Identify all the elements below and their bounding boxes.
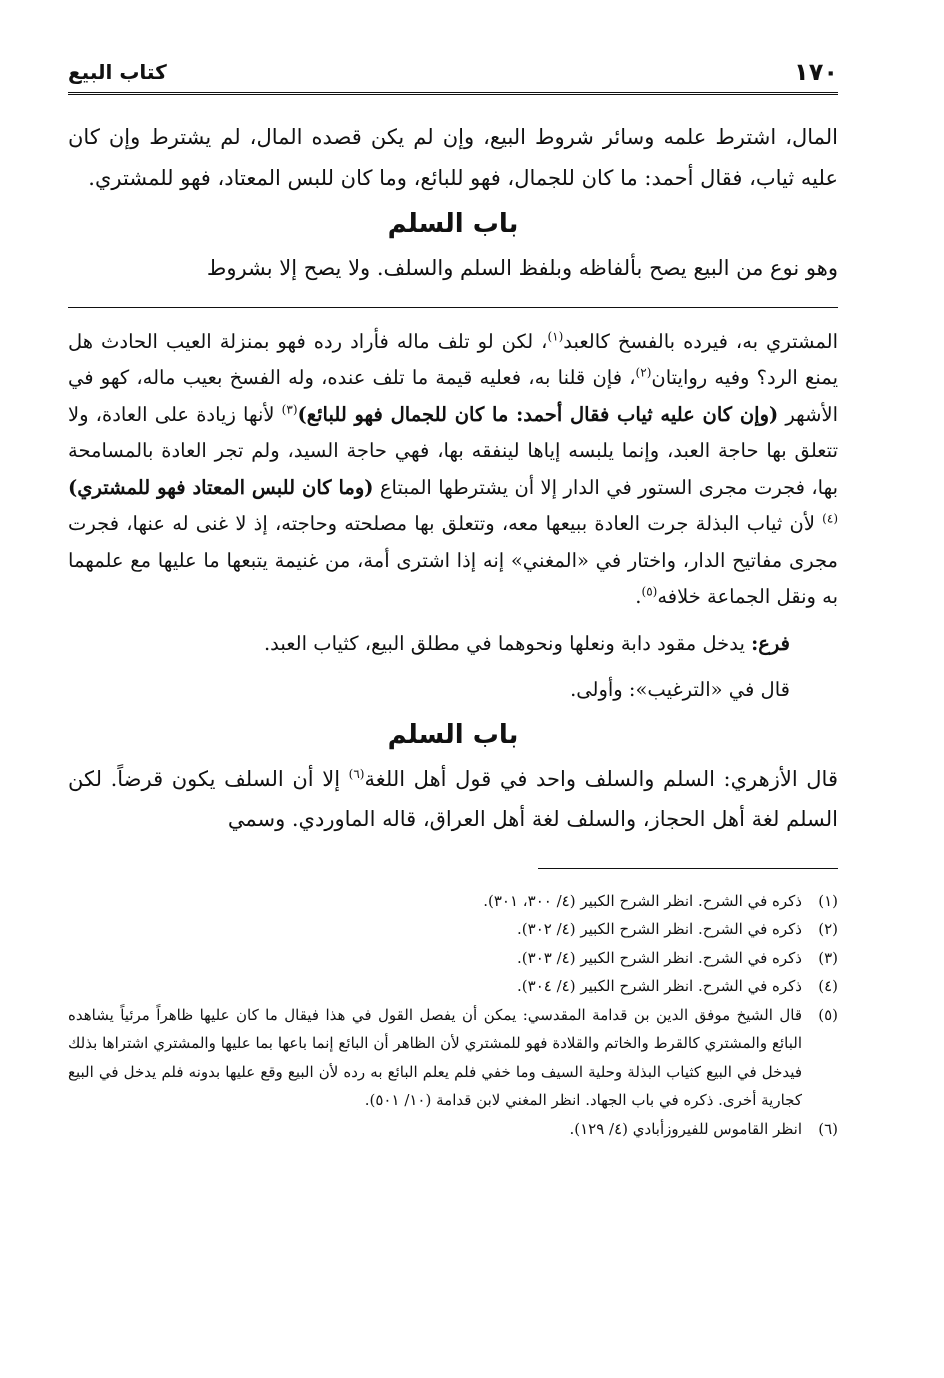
text-segment: المشتري به، فيرده بالفسخ كالعبد bbox=[563, 329, 838, 353]
footnote-text: ذكره في الشرح. انظر الشرح الكبير (٤/ ٣٠٢). bbox=[517, 920, 802, 938]
qal-paragraph: قال في «الترغيب»: وأولى. bbox=[570, 678, 790, 701]
page-header bbox=[68, 58, 838, 95]
footnote-number: (٢) bbox=[818, 920, 838, 938]
footnote-ref: (١) bbox=[547, 329, 564, 343]
text-segment: إلا أن السلف يكون قرضاً. لكن السلم لغة أهل الحجاز، والسلف لغة أهل العراق، قاله الماوردي. وسمي bbox=[68, 766, 838, 831]
footnote-number: (١) bbox=[818, 891, 838, 910]
book-title: كتاب البيع bbox=[68, 60, 167, 84]
footnote-item bbox=[68, 1115, 838, 1144]
far-label: فرع: bbox=[751, 631, 790, 655]
text-segment: ، فإن قلنا به، فعليه قيمة ما تلف عنده، وله الفسخ بعيب ماله، كهو في الأشهر bbox=[68, 366, 838, 426]
footnote-separator bbox=[538, 868, 838, 869]
footnote-ref: (٢) bbox=[635, 365, 652, 380]
main-text bbox=[68, 117, 838, 289]
footnote-ref: (٣) bbox=[281, 402, 298, 416]
footnotes bbox=[68, 887, 838, 1144]
section-heading-salam-2: باب السلم bbox=[387, 719, 519, 750]
footnote-number: (٦) bbox=[818, 1119, 838, 1138]
text-segment: ، لكن لو تلف ماله فأراد رده فهو بمنزلة العيب الحادث هل يمنع الرد؟ وفيه روايتان bbox=[68, 329, 838, 389]
intro-paragraph: المال، اشترط علمه وسائر شروط البيع، وإن لم يكن قصده المال، لم يشترط وإن كان عليه ثياب، فقال أحمد: ما كان للجمال، فهو للبائع، وما كان للبس المعتاد، فهو للمشتري. bbox=[68, 125, 838, 190]
footnote-item bbox=[68, 887, 838, 916]
footnote-ref: (٦) bbox=[348, 766, 365, 781]
text-segment: لأن ثياب البذلة جرت العادة ببيعها معه، وتتعلق بها مصلحته وحاجته، إذ لا غنى له عنها، فجرت مجرى مفاتيح الدار، واختار في «المغني» إنه إذا اشترى أمة، من غنيمة يتبعها ما عليها مع علمهما به ونقل الجماعة خلافه bbox=[68, 512, 838, 608]
footnote-text: ذكره في الشرح. انظر الشرح الكبير (٤/ ٣٠٣). bbox=[517, 948, 802, 967]
text-segment: قال الأزهري: السلم والسلف واحد في قول أهل اللغة bbox=[364, 766, 838, 791]
footnote-ref: (٥) bbox=[641, 584, 658, 599]
quoted-matn: (وإن كان عليه ثياب فقال أحمد: ما كان للجمال فهو للبائع) bbox=[297, 402, 779, 426]
section-heading-salam: باب السلم bbox=[387, 209, 519, 239]
salam-paragraph: وهو نوع من البيع يصح بألفاظه وبلفظ السلم والسلف. ولا يصح إلا بشروط bbox=[206, 256, 838, 280]
footnote-text: قال الشيخ موفق الدين بن قدامة المقدسي: يمكن أن يفصل القول في هذا فيقال ما كان عليها ظاهراً مرئياً يشاهده البائع والمشتري كالقرط والخاتم والقلادة فهو للمشتري لأن الظاهر أن البائع إنما باعها بما عليها والمشتري اشتراها بذلك فيدخل في البيع كثياب البذلة وحلية السيف وما خفي فلم يعلم البائع به رده لأن البيع وقع عليها بدونه فلم يدخل في البيع كجارية أخرى. ذكره في باب الجهاد. انظر المغني لابن قدامة (١٠/ ٥٠١). bbox=[68, 1005, 802, 1109]
footnote-item bbox=[68, 915, 838, 944]
footnote-ref: (٤) bbox=[822, 511, 838, 526]
far-text: يدخل مقود دابة ونعلها ونحوهما في مطلق البيع، كثياب العبد. bbox=[263, 631, 752, 655]
commentary-paragraph-2 bbox=[68, 759, 838, 840]
footnote-item bbox=[68, 944, 838, 973]
commentary bbox=[68, 324, 838, 840]
commentary-paragraph-1 bbox=[68, 324, 838, 616]
quoted-matn: (وما كان للبس المعتاد فهو للمشتري) bbox=[68, 475, 374, 499]
text-segment: . bbox=[635, 585, 642, 608]
far-paragraph bbox=[68, 626, 838, 663]
footnote-text: انظر القاموس للفيروزأبادي (٤/ ١٢٩). bbox=[569, 1119, 802, 1138]
text-segment: لأنها زيادة على العادة، ولا تتعلق بها حاجة العبد، وإنما يلبسه إياها لينفقه بها، فهي حاجة السيد، ولم تجر العادة بالمسامحة بها، فجرت مجرى الستور في الدار إلا أن يشترطها المبتاع bbox=[68, 402, 838, 499]
footnote-number: (٣) bbox=[818, 948, 838, 967]
footnote-number: (٥) bbox=[818, 1005, 838, 1024]
footnote-item bbox=[68, 972, 838, 1001]
book-page bbox=[68, 58, 838, 1143]
footnote-text: ذكره في الشرح. انظر الشرح الكبير (٤/ ٣٠٠، ٣٠١). bbox=[483, 891, 802, 910]
footnote-number: (٤) bbox=[818, 977, 838, 995]
page-number: ١٧٠ bbox=[794, 58, 838, 86]
footnote-text: ذكره في الشرح. انظر الشرح الكبير (٤/ ٣٠٤). bbox=[517, 977, 802, 995]
text-divider bbox=[68, 307, 838, 308]
footnote-item bbox=[68, 1001, 838, 1115]
